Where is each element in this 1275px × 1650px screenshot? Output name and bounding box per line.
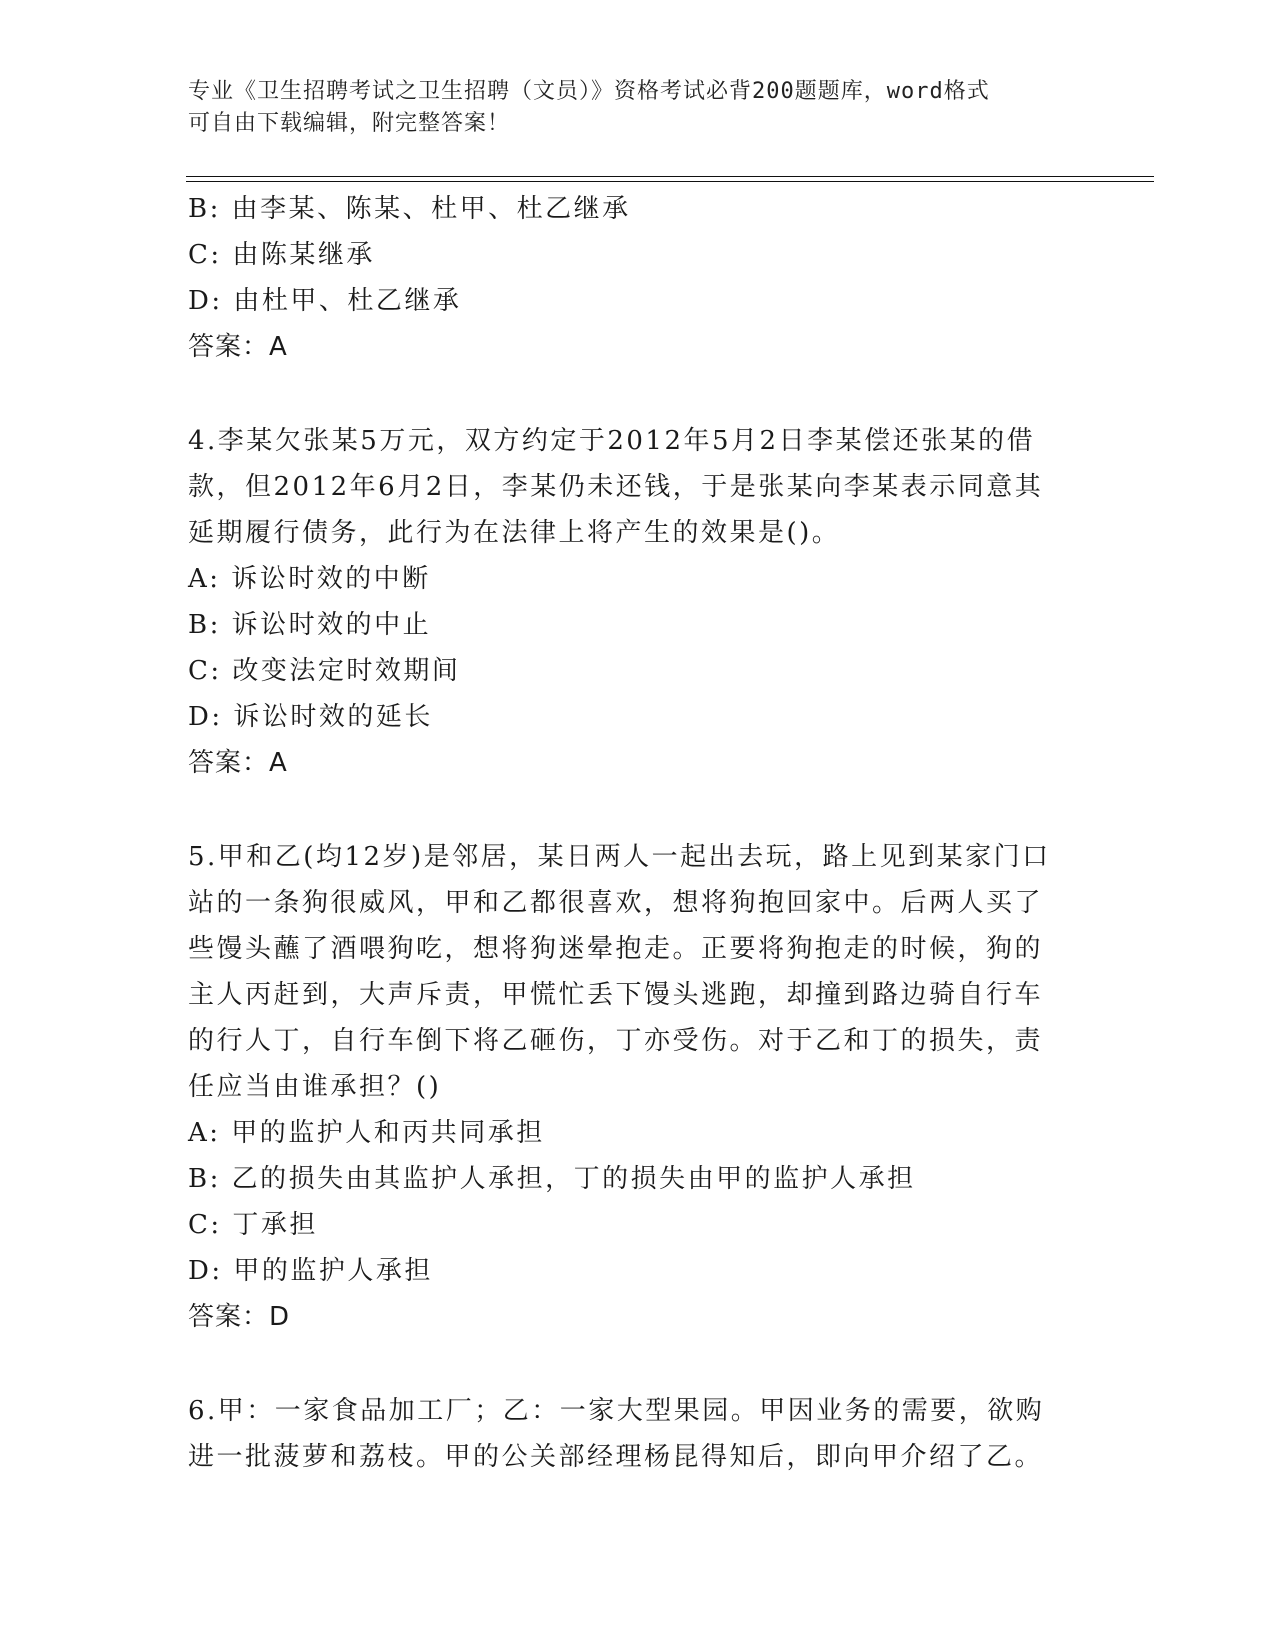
q3-option-b: B: 由李某、陈某、杜甲、杜乙继承 bbox=[188, 194, 631, 224]
q5-text-line-4: 主人丙赶到，大声斥责，甲慌忙丢下馒头逃跑，却撞到路边骑自行车 bbox=[188, 980, 1044, 1010]
q5-text-line-1: 5.甲和乙(均12岁)是邻居，某日两人一起出去玩，路上见到某家门口 bbox=[188, 842, 1051, 872]
question-6-block bbox=[188, 1388, 1088, 1480]
question-3-block bbox=[188, 186, 1088, 370]
q5-text-line-3: 些馒头蘸了酒喂狗吃，想将狗迷晕抱走。正要将狗抱走的时候，狗的 bbox=[188, 934, 1044, 964]
q5-option-a: A: 甲的监护人和丙共同承担 bbox=[188, 1118, 545, 1148]
q3-option-c: C: 由陈某继承 bbox=[188, 240, 375, 270]
q5-option-c: C: 丁承担 bbox=[188, 1210, 318, 1240]
question-5-block bbox=[188, 834, 1088, 1340]
header-line-1: 专业《卫生招聘考试之卫生招聘（文员）》资格考试必背200题题库，word格式 bbox=[188, 79, 990, 104]
q4-option-a: A: 诉讼时效的中断 bbox=[188, 564, 431, 594]
q3-option-d: D: 由杜甲、杜乙继承 bbox=[188, 286, 462, 316]
q5-text-line-6: 任应当由谁承担？() bbox=[188, 1072, 442, 1102]
q3-answer: 答案：A bbox=[188, 332, 288, 362]
q4-option-d: D: 诉讼时效的延长 bbox=[188, 702, 433, 732]
spacer bbox=[188, 1340, 1088, 1388]
question-4-block bbox=[188, 418, 1088, 786]
q4-text-line-3: 延期履行债务，此行为在法律上将产生的效果是()。 bbox=[188, 518, 841, 548]
spacer bbox=[188, 786, 1088, 834]
q5-text-line-5: 的行人丁，自行车倒下将乙砸伤，丁亦受伤。对于乙和丁的损失，责 bbox=[188, 1026, 1044, 1056]
q4-text-line-1: 4.李某欠张某5万元，双方约定于2012年5月2日李某偿还张某的借 bbox=[188, 426, 1036, 456]
q4-option-c: C: 改变法定时效期间 bbox=[188, 656, 461, 686]
q4-text-line-2: 款，但2012年6月2日，李某仍未还钱，于是张某向李某表示同意其 bbox=[188, 472, 1044, 502]
header-divider-bottom bbox=[186, 181, 1154, 182]
q5-text-line-2: 站的一条狗很威风，甲和乙都很喜欢，想将狗抱回家中。后两人买了 bbox=[188, 888, 1044, 918]
q4-answer: 答案：A bbox=[188, 748, 288, 778]
q4-option-b: B: 诉讼时效的中止 bbox=[188, 610, 432, 640]
question-content bbox=[188, 186, 1088, 1480]
q6-text-line-1: 6.甲：一家食品加工厂；乙：一家大型果园。甲因业务的需要，欲购 bbox=[188, 1396, 1045, 1426]
q6-text-line-2: 进一批菠萝和荔枝。甲的公关部经理杨昆得知后，即向甲介绍了乙。 bbox=[188, 1442, 1044, 1472]
header-line-2: 可自由下载编辑，附完整答案！ bbox=[188, 111, 511, 136]
header-divider-top bbox=[186, 176, 1154, 177]
spacer bbox=[188, 370, 1088, 418]
q5-answer: 答案：D bbox=[188, 1302, 291, 1332]
q5-option-b: B: 乙的损失由其监护人承担，丁的损失由甲的监护人承担 bbox=[188, 1164, 916, 1194]
q5-option-d: D: 甲的监护人承担 bbox=[188, 1256, 433, 1286]
document-header bbox=[188, 76, 1068, 140]
